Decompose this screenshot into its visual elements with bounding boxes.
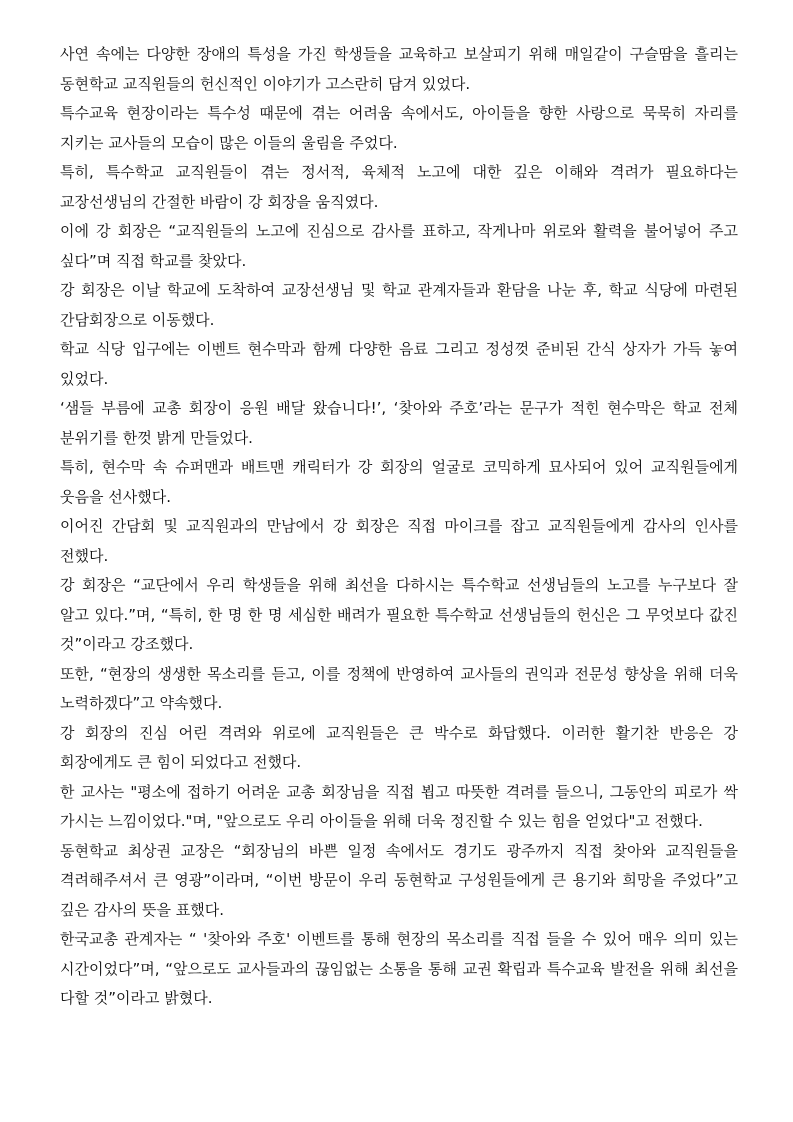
document-body [60, 40, 738, 1014]
paragraph: 한 교사는 "평소에 접하기 어려운 교총 회장님을 직접 뵙고 따뜻한 격려를 들으니, 그동안의 피로가 싹 가시는 느낌이었다."며, "앞으로도 우리 아이들을 위해 더욱 정진할 수 있는 힘을 얻었다"고 전했다. [60, 782, 738, 830]
paragraph: 사연 속에는 다양한 장애의 특성을 가진 학생들을 교육하고 보살피기 위해 매일같이 구슬땀을 흘리는 동현학교 교직원들의 헌신적인 이야기가 고스란히 담겨 있었다. [60, 45, 738, 93]
paragraph: 학교 식당 입구에는 이벤트 현수막과 함께 다양한 음료 그리고 정성껏 준비된 간식 상자가 가득 놓여 있었다. [60, 340, 738, 388]
paragraph: 이에 강 회장은 “교직원들의 노고에 진심으로 감사를 표하고, 작게나마 위로와 활력을 불어넣어 주고 싶다”며 직접 학교를 찾았다. [60, 222, 738, 270]
paragraph: 특히, 현수막 속 슈퍼맨과 배트맨 캐릭터가 강 회장의 얼굴로 코믹하게 묘사되어 있어 교직원들에게 웃음을 선사했다. [60, 458, 738, 506]
paragraph: 강 회장은 “교단에서 우리 학생들을 위해 최선을 다하시는 특수학교 선생님들의 노고를 누구보다 잘 알고 있다.”며, “특히, 한 명 한 명 세심한 배려가 필요한 특수학교 선생님들의 헌신은 그 무엇보다 값진 것”이라고 강조했다. [60, 576, 738, 653]
paragraph: 또한, “현장의 생생한 목소리를 듣고, 이를 정책에 반영하여 교사들의 권익과 전문성 향상을 위해 더욱 노력하겠다”고 약속했다. [60, 664, 738, 712]
paragraph: 한국교총 관계자는 “ '찾아와 주호' 이벤트를 통해 현장의 목소리를 직접 들을 수 있어 매우 의미 있는 시간이었다”며, “앞으로도 교사들과의 끊임없는 소통을 통해 교권 확립과 특수교육 발전을 위해 최선을 다할 것”이라고 밝혔다. [60, 930, 738, 1007]
paragraph: 특수교육 현장이라는 특수성 때문에 겪는 어려움 속에서도, 아이들을 향한 사랑으로 묵묵히 자리를 지키는 교사들의 모습이 많은 이들의 울림을 주었다. [60, 104, 738, 152]
paragraph: 동현학교 최상권 교장은 “회장님의 바쁜 일정 속에서도 경기도 광주까지 직접 찾아와 교직원들을 격려해주셔서 큰 영광”이라며, “이번 방문이 우리 동현학교 구성원들에게 큰 용기와 희망을 주었다”고 깊은 감사의 뜻을 표했다. [60, 841, 738, 919]
paragraph: 강 회장의 진심 어린 격려와 위로에 교직원들은 큰 박수로 화답했다. 이러한 활기찬 반응은 강 회장에게도 큰 힘이 되었다고 전했다. [60, 723, 738, 771]
paragraph: 특히, 특수학교 교직원들이 겪는 정서적, 육체적 노고에 대한 깊은 이해와 격려가 필요하다는 교장선생님의 간절한 바람이 강 회장을 움직였다. [60, 163, 738, 211]
paragraph: ‘샘들 부름에 교총 회장이 응원 배달 왔습니다!’, ‘찾아와 주호’라는 문구가 적힌 현수막은 학교 전체 분위기를 한껏 밝게 만들었다. [60, 399, 738, 447]
paragraph: 이어진 간담회 및 교직원과의 만남에서 강 회장은 직접 마이크를 잡고 교직원들에게 감사의 인사를 전했다. [60, 517, 738, 565]
paragraph: 강 회장은 이날 학교에 도착하여 교장선생님 및 학교 관계자들과 환담을 나눈 후, 학교 식당에 마련된 간담회장으로 이동했다. [60, 281, 738, 329]
